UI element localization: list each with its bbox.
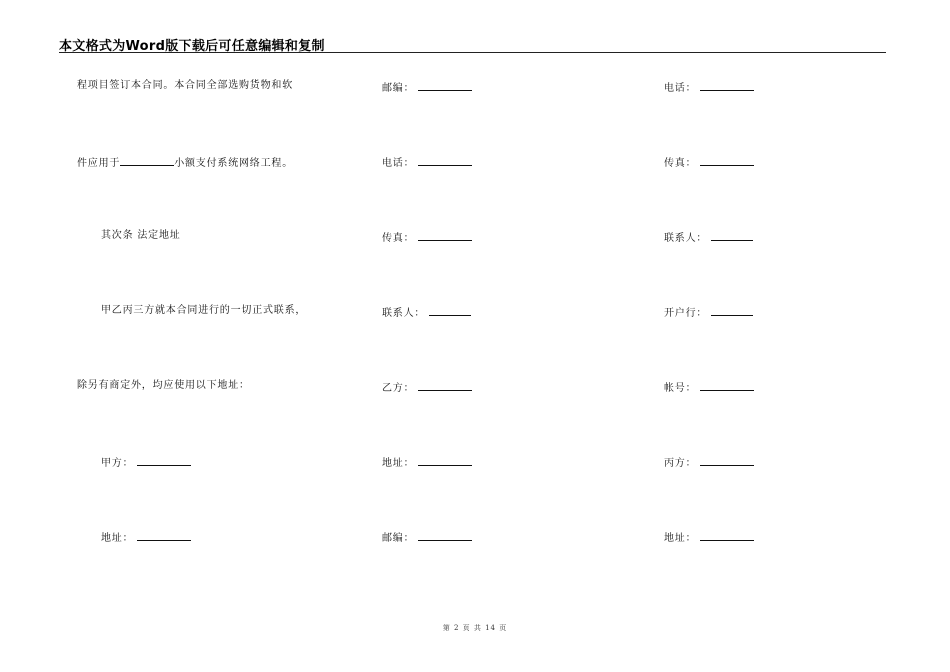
field-label: 地址：: [382, 458, 415, 469]
field-row: [382, 80, 472, 95]
field-label: 帐号：: [664, 383, 697, 394]
blank-field[interactable]: [418, 230, 472, 241]
text-line-content: 程项目签订本合同。本合同全部选购货物和软: [77, 80, 293, 91]
blank-field[interactable]: [418, 455, 472, 466]
blank-field[interactable]: [418, 80, 472, 91]
field-row: [382, 230, 472, 245]
text-line-content: 甲乙丙三方就本合同进行的一切正式联系，: [101, 305, 307, 316]
text-line: [77, 80, 293, 92]
field-row: [664, 155, 754, 170]
header-title: 本文格式为Word版下载后可任意编辑和复制: [59, 39, 325, 54]
field-label: 开户行：: [664, 308, 708, 319]
field-label: 甲方：: [101, 458, 134, 469]
field-label: 地址：: [101, 533, 134, 544]
field-label: 地址：: [664, 533, 697, 544]
blank-field[interactable]: [711, 230, 753, 241]
field-label: 联系人：: [664, 233, 708, 244]
blank-field[interactable]: [429, 305, 471, 316]
field-label: 电话：: [382, 158, 415, 169]
text-line-content: 除另有商定外，均应使用以下地址：: [77, 380, 250, 391]
field-row: [664, 455, 754, 470]
page-header: [59, 34, 886, 53]
field-row: [664, 530, 754, 545]
text-line: [77, 155, 293, 170]
blank-field[interactable]: [418, 380, 472, 391]
field-label: 联系人：: [382, 308, 426, 319]
text-line: [77, 380, 250, 392]
blank-field[interactable]: [700, 380, 754, 391]
field-row: [382, 380, 472, 395]
field-label: 邮编：: [382, 533, 415, 544]
blank-field[interactable]: [700, 455, 754, 466]
field-row: [664, 305, 753, 320]
blank-field[interactable]: [700, 530, 754, 541]
field-row: [664, 380, 754, 395]
field-row: [382, 155, 472, 170]
field-label: 丙方：: [664, 458, 697, 469]
section-heading: [77, 230, 181, 242]
field-row: [382, 455, 472, 470]
field-label: 电话：: [664, 83, 697, 94]
section-heading-text: 其次条 法定地址: [101, 230, 181, 241]
field-row-address: [77, 530, 191, 545]
field-label: 邮编：: [382, 83, 415, 94]
blank-field[interactable]: [120, 155, 174, 166]
text-line-content: 件应用于: [77, 158, 121, 169]
blank-field[interactable]: [137, 530, 191, 541]
field-row-party-a: [77, 455, 191, 470]
blank-field[interactable]: [418, 530, 472, 541]
field-row: [664, 80, 754, 95]
text-line-content: 小额支付系统网络工程。: [174, 158, 294, 169]
blank-field[interactable]: [700, 80, 754, 91]
page-number: 第 2 页 共 14 页: [442, 624, 508, 632]
field-label: 乙方：: [382, 383, 415, 394]
blank-field[interactable]: [137, 455, 191, 466]
field-row: [664, 230, 753, 245]
field-label: 传真：: [664, 158, 697, 169]
field-row: [382, 305, 471, 320]
field-row: [382, 530, 472, 545]
blank-field[interactable]: [418, 155, 472, 166]
text-line: [77, 305, 306, 317]
blank-field[interactable]: [700, 155, 754, 166]
field-label: 传真：: [382, 233, 415, 244]
blank-field[interactable]: [711, 305, 753, 316]
